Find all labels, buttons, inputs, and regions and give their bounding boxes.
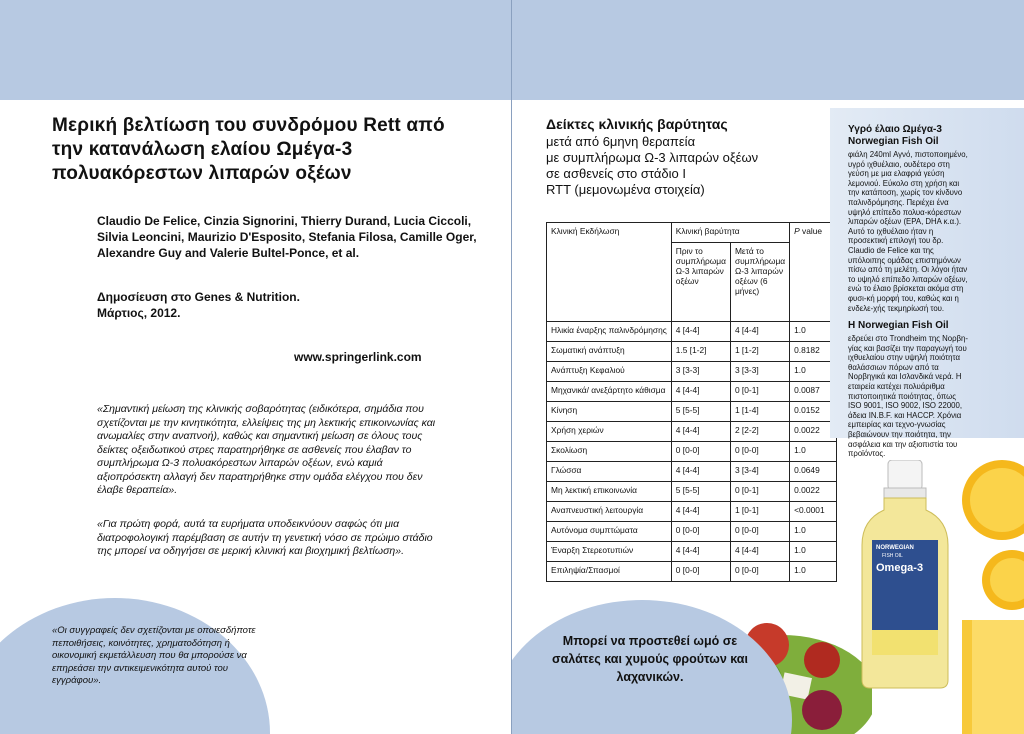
sidebar-heading: Υγρό έλαιο Ωμέγα-3 Norwegian Fish Oil xyxy=(848,124,942,147)
row-p-value: 0.0022 xyxy=(790,482,837,502)
row-p-value: 0.0649 xyxy=(790,462,837,482)
row-p-value: 1.0 xyxy=(790,562,837,582)
row-p-value: 1.0 xyxy=(790,522,837,542)
row-before: 4 [4-4] xyxy=(671,542,730,562)
bottle-brand-2: FISH OIL xyxy=(882,553,903,559)
row-before: 3 [3-3] xyxy=(671,362,730,382)
row-before: 1.5 [1-2] xyxy=(671,342,730,362)
sidebar-text-2: εδρεύει στο Trondheim της Νορβη-γίας και βασίζει την παραγωγή του ιχθυελαίου στην υψηλή ποιότητα θαλάσσιων πόρων από τα Νορβηγικά και Ισλανδικά νερά. Η εταιρεία κατέχει πολυάριθμα πιστοποιητικά ποιότητας, όπως ISO 9001, ISO 9002, ISO 22000, άδεια IN.B.F. και HACCP. Χρόνια εμπειρίας και τεχνο-γνωσίας βεβαιώνουν την ποιότητα, την ασφάλεια και την αξιοπιστία του προϊόντος. xyxy=(848,334,968,459)
row-after: 2 [2-2] xyxy=(730,422,789,442)
bottle-brand: NORWEGIAN xyxy=(876,545,914,551)
table-row xyxy=(547,522,837,542)
sidebar-heading-2: Η Norwegian Fish Oil xyxy=(848,320,949,331)
row-label: Μηχανικά/ ανεξάρτητο κάθισμα xyxy=(547,382,672,402)
article-title: Μερική βελτίωση του συνδρόμου Rett από την κατανάλωση ελαίου Ωμέγα-3 πολυακόρεστων λιπαρών οξέων xyxy=(52,115,445,184)
orange-slices-image xyxy=(922,430,1024,734)
subheading-line: με συμπλήρωμα Ω-3 λιπαρών οξέων xyxy=(546,150,759,165)
row-after: 0 [0-0] xyxy=(730,442,789,462)
row-label: Αυτόνομα συμπτώματα xyxy=(547,522,672,542)
row-after: 4 [4-4] xyxy=(730,322,789,342)
page-spine xyxy=(511,0,512,734)
row-after: 1 [1-2] xyxy=(730,342,789,362)
table-row xyxy=(547,502,837,522)
subheading-line: RTT (μεμονωμένα στοιχεία) xyxy=(546,182,705,197)
row-before: 5 [5-5] xyxy=(671,482,730,502)
row-after: 1 [1-4] xyxy=(730,402,789,422)
subheading-line: σε ασθενείς στο στάδιο I xyxy=(546,166,686,181)
row-before: 5 [5-5] xyxy=(671,402,730,422)
row-before: 4 [4-4] xyxy=(671,422,730,442)
table-heading: Δείκτες κλινικής βαρύτητας xyxy=(546,116,728,132)
row-after: 0 [0-1] xyxy=(730,482,789,502)
header-clinical-manifestation: Κλινική Εκδήλωση xyxy=(547,223,672,322)
right-page xyxy=(512,0,1024,734)
row-before: 0 [0-0] xyxy=(671,562,730,582)
row-p-value: 0.8182 xyxy=(790,342,837,362)
table-row xyxy=(547,482,837,502)
row-after: 0 [0-0] xyxy=(730,562,789,582)
header-p-rest: value xyxy=(799,226,823,236)
row-label: Χρήση χεριών xyxy=(547,422,672,442)
row-p-value: <0.0001 xyxy=(790,502,837,522)
row-p-value: 0.0152 xyxy=(790,402,837,422)
row-before: 4 [4-4] xyxy=(671,382,730,402)
publication-line-2: Μάρτιος, 2012. xyxy=(97,306,181,320)
row-label: Κίνηση xyxy=(547,402,672,422)
clinical-severity-table xyxy=(546,222,837,582)
usage-note: Μπορεί να προστεθεί ωμό σε σαλάτες και χυμούς φρούτων και λαχανικών. xyxy=(552,634,748,684)
row-before: 4 [4-4] xyxy=(671,462,730,482)
publication-line-1: Δημοσίευση στο Genes & Nutrition. xyxy=(97,290,300,304)
header-p-italic: P xyxy=(794,226,800,236)
row-after: 4 [4-4] xyxy=(730,542,789,562)
authors: Claudio De Felice, Cinzia Signorini, Thierry Durand, Lucia Ciccoli, Silvia Leoncini, Maurizio D'Esposito, Stefania Filosa, Camille Oger, Alexandre Guy and Valerie Bultel-Ponce, et al. xyxy=(97,214,477,260)
row-before: 4 [4-4] xyxy=(671,502,730,522)
row-after: 3 [3-4] xyxy=(730,462,789,482)
sidebar-text: φιάλη 240ml Αγνό, πιστοποιημένο, υγρό ιχθυέλαιο, ουδέτερο στη γεύση με μια ελαφριά γεύση λεμονιού. Εύκολο στη χρήση και την κατάποση, χωρίς τον κίνδυνο παλινδρόμησης. Περιέχει ένα υψηλό επίπεδο πολυα-κόρεστων λιπαρών οξέων (EPA, DHA κ.α.). Αυτό το ιχθυέλαιο ήταν η προσεκτική επιλογή του δρ. Claudio de Felice και της υπόλοιπης ομάδας επιστημόνων πίσω από τη μελέτη. Οι λόγοι ήταν το υψηλό επίπεδο λιπαρών οξέων, ενώ το έλαιο βρίσκεται ακόμα στη φυσι-κή μορφή του, καθώς και η ενδελε-χής τεκμηρίωσή του. xyxy=(848,150,968,313)
row-p-value: 0.0087 xyxy=(790,382,837,402)
row-label: Σκολίωση xyxy=(547,442,672,462)
row-p-value: 1.0 xyxy=(790,542,837,562)
row-label: Ανάπτυξη Κεφαλιού xyxy=(547,362,672,382)
row-after: 1 [0-1] xyxy=(730,502,789,522)
row-label: Αναπνευστική λειτουργία xyxy=(547,502,672,522)
row-label: Ηλικία έναρξης παλινδρόμησης xyxy=(547,322,672,342)
publication-info xyxy=(97,289,397,321)
disclaimer: «Οι συγγραφείς δεν σχετίζονται με οποιεσδήποτε πεποιθήσεις, κοινότητες, χρηματοδότηση ή οικονομική εκμετάλλευση που θα μπορούσε να επηρεάσει την αντικειμενικότητα αυτού του εγγράφου». xyxy=(52,625,256,686)
table-row xyxy=(547,422,837,442)
row-before: 0 [0-0] xyxy=(671,442,730,462)
row-p-value: 0.0022 xyxy=(790,422,837,442)
quote-1: «Σημαντική μείωση της κλινικής σοβαρότητας (ειδικότερα, σημάδια που σχετίζονται με την κινητικότητα, ελλείψεις της μη λεκτικής επικοινωνίας και ανωμαλίες στην αναπνοή), καθώς και σημαντική μείωση σε όλους τους δείκτες οξειδωτικού στρες παρατηρήθηκε σε ασθενείς που έλαβαν το συμπλήρωμα Ω-3 πολυακόρεστων λιπαρών οξέων, ενώ καμιά αξιοπρόσεκτη αλλαγή δεν παρατηρήθηκε στην ομάδα ελέγχου που δεν έλαβε θεραπεία». xyxy=(97,403,436,496)
row-after: 3 [3-3] xyxy=(730,362,789,382)
bottle-product: Omega-3 xyxy=(876,562,924,574)
row-label: Μη λεκτική επικοινωνία xyxy=(547,482,672,502)
row-before: 4 [4-4] xyxy=(671,322,730,342)
row-p-value: 1.0 xyxy=(790,322,837,342)
table-row xyxy=(547,402,837,422)
row-before: 0 [0-0] xyxy=(671,522,730,542)
table-row xyxy=(547,462,837,482)
table-row xyxy=(547,382,837,402)
row-p-value: 1.0 xyxy=(790,442,837,462)
table-row xyxy=(547,442,837,462)
table-row xyxy=(547,362,837,382)
subheading-line: μετά από 6μηνη θεραπεία xyxy=(546,134,696,149)
table-header-row xyxy=(547,223,837,243)
row-p-value: 1.0 xyxy=(790,362,837,382)
header-after: Μετά το συμπλήρωμα Ω-3 λιπαρών οξέων (6 μήνες) xyxy=(730,243,789,322)
source-url: www.springerlink.com xyxy=(294,350,422,364)
top-band xyxy=(512,0,1024,100)
top-band xyxy=(0,0,512,100)
header-clinical-severity: Κλινική βαρύτητα xyxy=(671,223,789,243)
table-subheading xyxy=(546,134,806,198)
table-row xyxy=(547,342,837,362)
quote-2: «Για πρώτη φορά, αυτά τα ευρήματα υποδεικνύουν σαφώς ότι μια διατροφολογική παρέμβαση σε αυτήν τη γενετική νόσο σε πρώιμο στάδιο της μπορεί να οδηγήσει σε μερική κλινική και βιοχημική βελτίωση». xyxy=(97,518,433,557)
row-after: 0 [0-1] xyxy=(730,382,789,402)
header-before: Πριν το συμπλήρωμα Ω-3 λιπαρών οξέων xyxy=(671,243,730,322)
table-row xyxy=(547,562,837,582)
row-label: Έναρξη Στερεοτυπιών xyxy=(547,542,672,562)
table-row xyxy=(547,322,837,342)
row-label: Επιληψία/Σπασμοί xyxy=(547,562,672,582)
row-after: 0 [0-0] xyxy=(730,522,789,542)
row-label: Γλώσσα xyxy=(547,462,672,482)
row-label: Σωματική ανάπτυξη xyxy=(547,342,672,362)
table-row xyxy=(547,542,837,562)
